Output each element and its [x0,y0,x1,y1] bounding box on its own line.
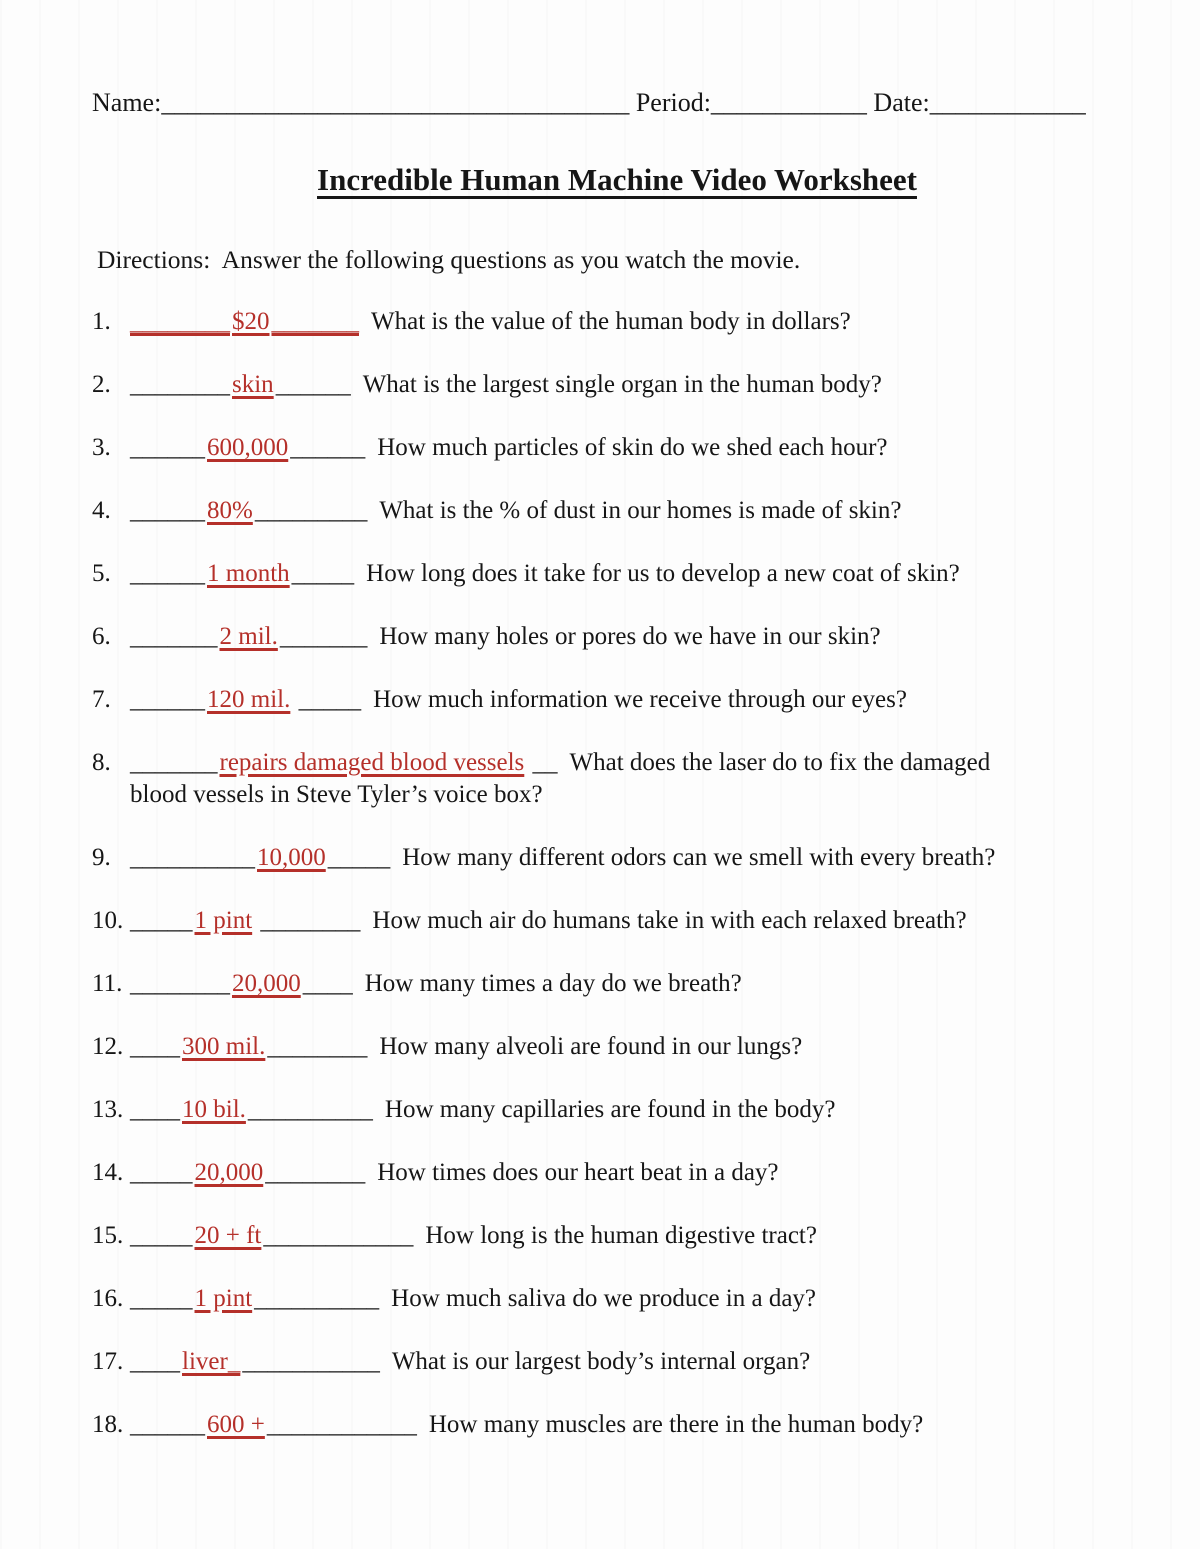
question-content [130,369,1142,401]
answer-blank-post: __________ [254,1285,380,1312]
answer-blank-pre: ______ [130,1411,205,1438]
question-text: How much air do humans take in with each relaxed breath? [372,907,967,934]
question-content [130,1094,1142,1126]
question-text: How many capillaries are found in the body? [384,1096,836,1123]
answer-blank-post: ____________ [266,1411,417,1438]
question-row [92,747,1142,811]
question-text: How much information we receive through our eyes? [373,686,907,713]
question-text: What is the value of the human body in dollars? [371,308,851,335]
question-number: 17. [92,1348,124,1375]
question-number: 6. [92,623,111,650]
question-number: 1. [92,308,111,335]
question-content [130,684,1142,716]
answer-blank-post: ___________ [242,1348,380,1375]
question-content [130,621,1142,653]
answer-blank-post: ________ [267,1033,368,1060]
question-row [92,621,1142,653]
question-text: How many different odors can we smell with every breath? [402,844,996,871]
question-number: 13. [92,1096,124,1123]
question-text: How many muscles are there in the human body? [428,1411,924,1438]
question-content [130,432,1142,464]
answer-blank-post: _______ [271,308,359,335]
question-text: What is the largest single organ in the human body? [362,371,882,398]
question-text: What is the % of dust in our homes is made of skin? [379,497,902,524]
title-row [92,160,1142,200]
answer-text: 600,000 [207,434,289,461]
question-row [92,842,1142,874]
question-content [130,968,1142,1000]
question-content [130,1346,1142,1378]
answer-blank-post: _____ [327,844,391,871]
answer-text: 600 + [207,1411,265,1438]
answer-text: 120 mil. [207,686,291,713]
question-text: How much particles of skin do we shed each hour? [377,434,888,461]
question-text: How times does our heart beat in a day? [377,1159,779,1186]
name-label: Name: [92,88,162,117]
answer-blank-pre: ______ [130,497,205,524]
answer-blank-post: _____ [291,560,355,587]
answer-blank-pre: _______ [130,749,218,776]
header-line [92,86,1142,120]
question-number: 11. [92,970,123,997]
answer-text: 1 pint [194,1285,253,1312]
answer-text: 20 + ft [194,1222,262,1249]
answer-blank-post: ____________ [263,1222,414,1249]
question-number: 2. [92,371,111,398]
question-content [130,1409,1142,1441]
question-text-line2: blood vessels in Steve Tyler’s voice box? [130,781,543,808]
question-row [92,369,1142,401]
answer-blank-pre: ____ [130,1348,180,1375]
answer-blank-pre: ____ [130,1033,180,1060]
question-row [92,905,1142,937]
question-number: 15. [92,1222,124,1249]
question-content [130,306,1142,338]
answer-blank-pre: ________ [130,970,230,997]
answer-text: 2 mil. [219,623,278,650]
answer-blank-post: ______ [290,434,366,461]
answer-blank-pre: _____ [130,1222,193,1249]
period-blank: ____________ [710,88,867,117]
answer-blank-post: __ [526,749,558,776]
question-text: How many times a day do we breath? [364,970,742,997]
question-row [92,1409,1142,1441]
answer-text: 20,000 [194,1159,264,1186]
question-content [130,1157,1142,1189]
question-row [92,1094,1142,1126]
question-text: What does the laser do to fix the damaged [569,749,991,776]
answer-blank-post: _______ [279,623,368,650]
question-number: 3. [92,434,111,461]
question-number: 14. [92,1159,124,1186]
question-row [92,1157,1142,1189]
answer-text: repairs damaged blood vessels [219,749,525,776]
question-number: 18. [92,1411,124,1438]
answer-text: 300 mil. [182,1033,266,1060]
answer-text: 1 pint [194,907,253,934]
question-number: 10. [92,907,124,934]
answer-text: skin [232,371,274,398]
question-number: 16. [92,1285,124,1312]
answer-blank-post: ______ [275,371,351,398]
question-content [130,495,1142,527]
question-content [130,1283,1142,1315]
question-row [92,1031,1142,1063]
question-content [130,1220,1142,1252]
answer-blank-pre: _____ [130,1159,193,1186]
answer-blank-post: __________ [247,1096,373,1123]
question-row [92,684,1142,716]
question-number: 9. [92,844,111,871]
answer-text: $20 [232,308,270,335]
answer-blank-pre: ______ [130,434,205,461]
question-content [130,1031,1142,1063]
questions-list [92,306,1142,1441]
question-content [130,558,1142,590]
answer-blank-post: ________ [265,1159,366,1186]
question-text: How many holes or pores do we have in our skin? [379,623,881,650]
question-row [92,1283,1142,1315]
answer-text: 1 month [207,560,290,587]
answer-blank-post: ____ [302,970,353,997]
date-blank: ____________ [929,88,1086,117]
question-content [130,842,1142,874]
answer-blank-post: _________ [254,497,368,524]
answer-blank-post: ________ [254,907,361,934]
answer-text: 10,000 [257,844,326,871]
question-number: 12. [92,1033,124,1060]
answer-blank-pre: _______ [130,623,218,650]
answer-blank-pre: ________ [130,371,230,398]
question-text: How much saliva do we produce in a day? [391,1285,817,1312]
date-label: Date: [873,88,930,117]
name-blank: ____________________________________ [161,88,630,117]
answer-blank-post: _____ [292,686,362,713]
question-text: How long does it take for us to develop a new coat of skin? [366,560,960,587]
question-row [92,1346,1142,1378]
period-label: Period: [635,88,711,117]
answer-text: 20,000 [232,970,301,997]
question-number: 5. [92,560,111,587]
question-row [92,1220,1142,1252]
answer-blank-pre: __________ [130,844,255,871]
answer-blank-pre: _____ [130,1285,193,1312]
answer-blank-pre: ______ [130,686,205,713]
question-number: 8. [92,749,111,776]
question-text: How many alveoli are found in our lungs? [379,1033,803,1060]
question-row [92,306,1142,338]
answer-text: 80% [207,497,253,524]
question-text: What is our largest body’s internal organ? [391,1348,811,1375]
answer-blank-pre: _____ [130,907,193,934]
page-title: Incredible Human Machine Video Worksheet [317,162,917,197]
question-row [92,495,1142,527]
answer-text: liver_ [182,1348,241,1375]
question-row [92,968,1142,1000]
question-text: How long is the human digestive tract? [425,1222,817,1249]
answer-blank-pre: ____ [130,1096,180,1123]
answer-blank-pre: ______ [130,560,205,587]
answer-blank-pre: ________ [130,308,230,335]
answer-text: 10 bil. [182,1096,246,1123]
question-row [92,432,1142,464]
question-row [92,558,1142,590]
directions-text: Directions: Answer the following questions as you watch the movie. [97,245,801,274]
question-content [130,747,1142,811]
question-content [130,905,1142,937]
question-number: 7. [92,686,111,713]
question-number: 4. [92,497,111,524]
